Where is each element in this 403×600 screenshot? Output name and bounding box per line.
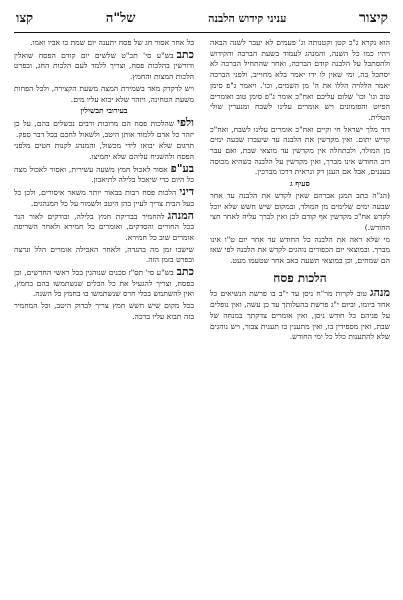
paragraph (14, 115, 194, 140)
paragraph-text: שהלכות פסח הם מרובות ורבים נכשלים בהם, על כן יזהר כל אדם ללמוד אותן היטב, ולשאול לחכם בכל דבר ספק. (14, 118, 194, 139)
header-left-title: של"ה (105, 11, 136, 26)
paragraph-text: בש"ע סי' תכ"ט שלשים יום קודם הפסח שואלין ודורשין בהלכות פסח, וצריך ללמד לעם הלכות החג, ובפרט הלכות המצות והחמץ. (14, 50, 194, 82)
document-page (14, 10, 390, 592)
paragraph-text: בש"ע סי' תס"ז סכנים שנוהגין בכל ראשי החדשים, וכן בפסח, וצריך להגעיל את כל הכלים שנשתמשו בהם בחמץ, ואין להשתמש בכלי חרס שנשתמשו בו בחמץ כל השנה. (14, 268, 194, 299)
paragraph: מי שלא ראה את הלבנה כל החודש עד אחר יום ט"ו אינו מברך. ובמוצאי יום הכפורים נוהגים לקדש את הלבנה לפי שאז הם שמחים, וכן במוצאי תשעה באב אחר שטעמו מעט. (210, 234, 390, 266)
paragraph: תרגום שלא יבואו לידי מכשול, והמנהג לקנות חטים מלפני הפסח ולהשגיח עליהם שלא יחמיצו. (14, 141, 194, 162)
paragraph-text: טוב לקרות מר"ח ניסן עד י"ב בו פרשת הנשיאים כל אחד ביומו, וביום י"ג פרשת בהעלותך עד כן עשה, ואין נופלים על פניהם כל חודש ניסן, ואין אומרים צדקתך במנחה של שבת, ואין מספידין בו, ואין מתענין בו תענית צבור, ויש נוהגים שלא להתענות כלל כל ימי החודש. (210, 289, 390, 342)
lead-word: ולפי (177, 115, 194, 129)
paragraph (14, 47, 194, 83)
paragraph: דוד מלך ישראל חי וקיים ואח"כ אומרים עלינו לשבח, ואח"כ קדיש יתום. ואין מקדשין את הלבנה עד שיעברו שבעה ימים מן המולד, ולכתחלה אין מקדשין עד מוצאי שבת, ואם עבר רוב החודש אינו מברך, ואין מקדשין על הלבנה כשהיא מכוסה בעננים, אבל אם הענן דק ונראית דרכו מברכין. (210, 124, 390, 177)
paragraph: בכל מקום שיש חשש חמץ צריך לבדוק היטב, וכל המחמיר בזה תבוא עליו ברכה. (14, 301, 194, 321)
paragraph: בל אחר אסור חג של פסח יתענה יום שמת בו אביו ואמו. (30, 38, 194, 47)
column-gutter (194, 38, 210, 592)
paragraph (14, 208, 194, 244)
header-right-title: קיצור (359, 10, 388, 26)
paragraph-text: הלכות פסח רבות בבאור יותר משאר איסורים, ולכן כל בעל הבית צריך לעיין בהן היטב ולשמור על כל המנהגים. (14, 188, 194, 208)
paragraph-text: להחמיר בבדיקת חמץ בלילה, ובודקים לאור הנר בכל החורים והסדקים, ואומרים כל חמירא ולאחר השריפה אומרים שוב כל חמירא. (14, 211, 194, 242)
page-header (14, 10, 390, 33)
header-center-title: עניני קידוש הלבנה (208, 12, 287, 25)
paragraph-text: אסור לאכול חמץ משעה עשירית, ואסור לאכול מצה כל היום כדי שיאכל בלילה לתיאבון. (14, 164, 194, 185)
lead-word: בע"פ (170, 161, 194, 175)
paragraph (14, 187, 194, 209)
right-text-column (210, 38, 390, 592)
left-text-column (14, 38, 194, 592)
lead-word: כתב (176, 47, 194, 61)
subheading: סעיף ג (290, 179, 310, 189)
paragraph: הוא נקרא ג"כ קטן וקטנותה וג' פעמים לא יעבר לשנה הבאה ויהיו כמו כל השנה, והמנהג לעמוד בשעת הברכה והקידוש ולהסתכל על הלבנה קודם הברכה, ואחר שהתחיל הברכה לא יסתכל בה, ומי שאין לו ידו יאמר בלא מחוייב, ולפני הברכה יאמר הללויה הללו את ה' מן השמים, וכו'. ויאמר ג"פ סימן טוב וגו' וכו' שלום עליכם ואח"כ אומר ג"פ סימן טוב ואומרים הפיוט והפזמונים ויש אומרים עלינו לשבח ומנערין שולי הטלית. (210, 38, 390, 122)
subheading: בעירובי תבשילין (80, 106, 128, 116)
section-heading: הלכות פסח (273, 270, 327, 285)
paragraph: (הג"ה כתב המגן אברהם שאין לקדש את הלבנה עד אחר שבעה ימים שלימים מן המולד, ובמקום שיש חשש שלא יוכל לקדש אח"כ מקדשין אף קודם לכן ואין לברך עליה לאחר חצי החודש.) (210, 190, 390, 232)
text-columns (14, 38, 390, 592)
page-number: קצו (16, 11, 34, 26)
paragraph: ויש לדקדק מאד בשמירת המצה משעת הקצירה, ולכל הפחות משעת הטחינה, ויזהר שלא יבוא עליו מים. (14, 83, 194, 104)
paragraph (14, 267, 194, 300)
paragraph (210, 288, 390, 343)
paragraph: שישבו זמן מה בהגדה, ולאחר האכילה אומרים הלל ונרצה ובפרט בזמן הזה. (14, 244, 194, 265)
lead-word: כתב (176, 265, 194, 279)
paragraph (14, 161, 194, 186)
lead-word: מנהג (369, 286, 390, 300)
lead-word: המנהג (167, 208, 194, 222)
lead-word: דיני (179, 185, 194, 199)
